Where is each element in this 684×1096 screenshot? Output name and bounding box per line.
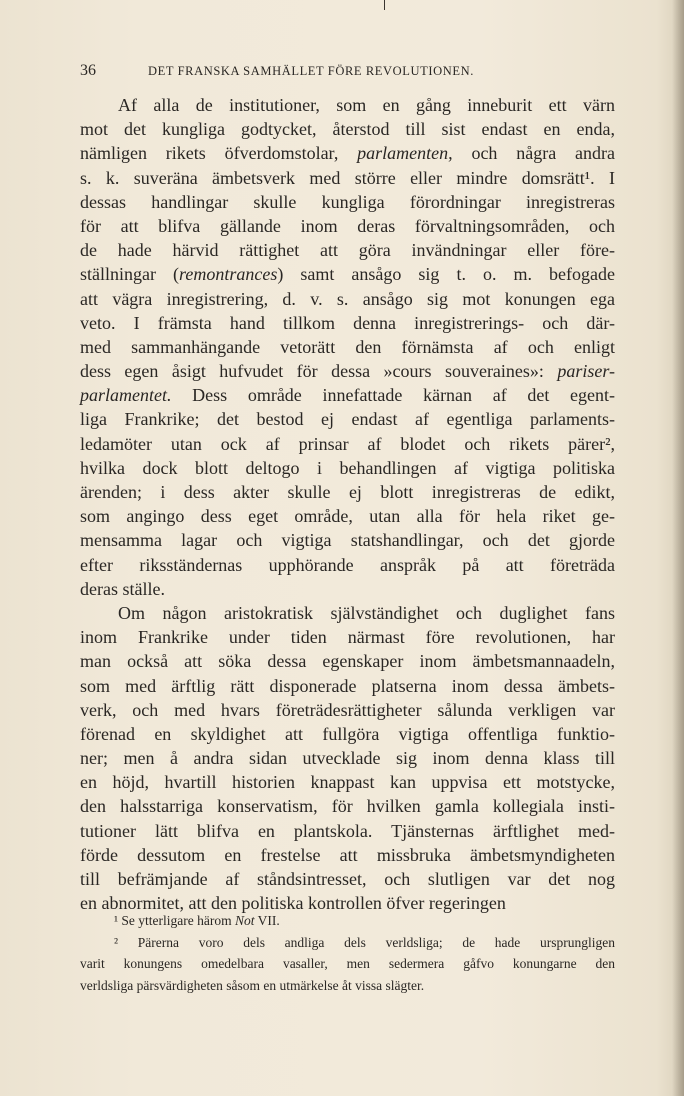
body-text-line: att vägra inregistrering, d. v. s. ansågo sig mot konungen ega [80, 288, 615, 309]
body-text-line: mensamma lagar och vigtiga statshandlingar, och det gjorde [80, 530, 615, 551]
print-mark [384, 0, 385, 10]
body-text-line: för att blifva gällande inom deras förvaltningsområden, och [80, 215, 615, 236]
body-text-line: som angingo dess eget område, utan alla för hela riket ge- [80, 506, 615, 527]
page-number: 36 [80, 62, 96, 79]
italic-text: parlamentet. [80, 385, 172, 406]
body-text-line: ledamöter utan ock af prinsar af blodet och rikets pärer², [80, 433, 615, 454]
running-head: DET FRANSKA SAMHÄLLET FÖRE REVOLUTIONEN. [148, 64, 474, 78]
body-text-line: parlamentet. Dess område innefattade kärnan af det egent- [80, 385, 615, 406]
body-text-line: dessas handlingar skulle kungliga förordningar inregistreras [80, 191, 615, 212]
body-text-line: förde dessutom en frestelse att missbruka ämbetsmyndigheten [80, 844, 615, 865]
body-text-line: ner; men å andra sidan utvecklade sig inom denna klass till [80, 748, 615, 769]
body-text-line: ställningar (remontrances) samt ansågo sig t. o. m. befogade [80, 264, 615, 285]
body-text-line: ärenden; i dess akter skulle ej blott inregistreras de edikt, [80, 482, 615, 502]
body-text-line: efter riksständernas upphörande anspråk på att företräda [80, 554, 615, 575]
footnote-line: verldsliga pärsvärdigheten såsom en utmärkelse åt vissa slägter. [80, 977, 425, 993]
body-text-line: nämligen rikets öfverdomstolar, parlamenten, och några andra [80, 143, 615, 164]
body-text-line: s. k. suveräna ämbetsverk med större eller mindre domsrätt¹. I [80, 167, 615, 188]
footnote-line: varit konungens omedelbara vasaller, men sedermera gåfvo konungarne den [80, 956, 615, 971]
body-text-line: en höjd, hvartill historien knappast kan uppvisa ett motstycke, [80, 772, 615, 793]
body-text [80, 93, 615, 915]
body-text-line: Om någon aristokratisk självständighet och duglighet fans [118, 602, 615, 623]
body-text-line: mot det kungliga godtycket, återstod till sist endast en enda, [80, 119, 615, 140]
page-edge-shadow [672, 0, 684, 1096]
footnote-line: ¹ Se ytterligare härom Not VII. [114, 913, 280, 928]
italic-text: pariser- [557, 361, 615, 382]
body-text-line: den halsstarriga konservatism, för hvilken gamla kollegiala insti- [80, 796, 615, 817]
footnotes [80, 910, 615, 996]
body-text-line: dess egen åsigt hufvudet för dessa »cours souveraines»: pariser- [80, 361, 615, 382]
italic-text: remontrances [179, 264, 278, 285]
footnote-line: ² Pärerna voro dels andliga dels verldsliga; de hade ursprungligen [114, 934, 615, 950]
body-text-line: veto. I främsta hand tillkom denna inregistrerings- och där- [80, 312, 615, 333]
body-text-line: förenad en skyldighet att fullgöra vigtiga offentliga funktio- [80, 723, 615, 744]
body-text-line: en abnormitet, att den politiska kontrollen öfver regeringen [80, 893, 506, 914]
body-text-line: man också att söka dessa egenskaper inom ämbetsmannaadeln, [80, 651, 615, 672]
body-text-line: hvilka dock blott deltogo i behandlingen af vigtiga politiska [80, 457, 615, 478]
body-text-line: som med ärftlig rätt disponerade platserna inom dessa ämbets- [80, 675, 615, 696]
italic-text: parlamenten, [357, 143, 453, 164]
body-text-line: verk, och med hvars företrädesrättigheter sålunda verkligen var [80, 699, 615, 720]
body-text-line: tutioner lätt blifva en plantskola. Tjänsternas ärftlighet med- [80, 820, 615, 841]
body-text-line: till befrämjande af ståndsintresset, och slutligen var det nog [80, 869, 615, 889]
italic-text: Not [235, 913, 255, 928]
body-text-line: deras ställe. [80, 578, 165, 599]
body-text-line: med sammanhängande vetorätt den förnämsta af och enligt [80, 336, 615, 357]
body-text-line: de hade härvid rättighet att göra invändningar eller före- [80, 240, 615, 261]
body-text-line: Af alla de institutioner, som en gång inneburit ett värn [118, 95, 615, 115]
body-text-line: inom Frankrike under tiden närmast före revolutionen, har [80, 627, 615, 648]
body-text-line: liga Frankrike; det bestod ej endast af egentliga parlaments- [80, 409, 615, 430]
page-header [80, 62, 615, 82]
